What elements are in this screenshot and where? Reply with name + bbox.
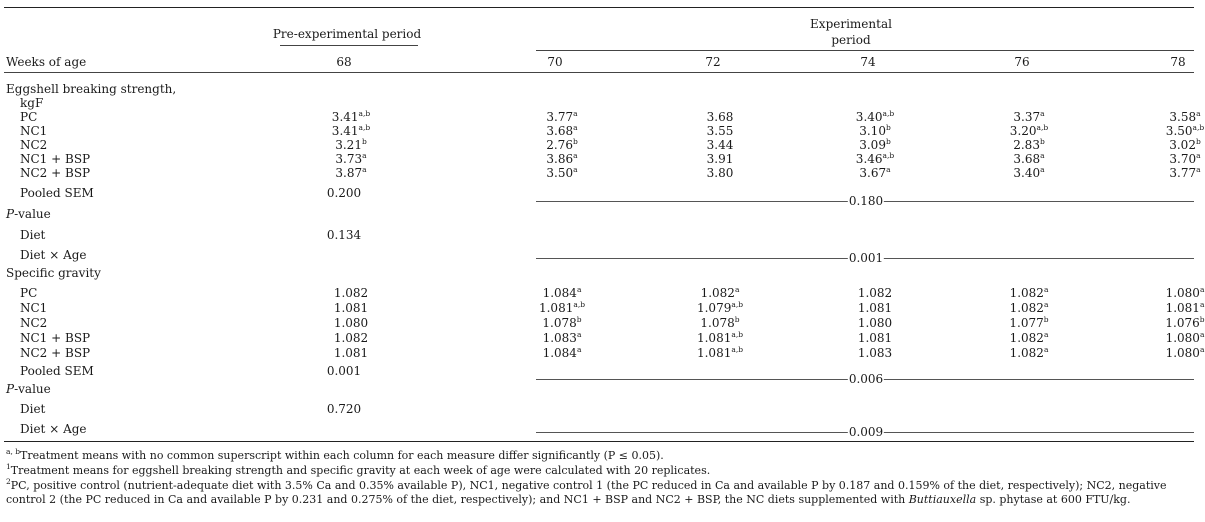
significance-superscript: b [1195, 137, 1201, 146]
table-cell [858, 346, 892, 360]
cell-value: 1.082 [857, 286, 893, 300]
table-cell [546, 124, 577, 138]
significance-superscript: a,b [358, 123, 371, 132]
table-cell [546, 138, 578, 152]
significance-superscript: a [1196, 151, 1201, 160]
table-cell [1166, 331, 1205, 345]
cell-value: 3.10 [859, 124, 886, 138]
cell-value: 2.76 [546, 138, 573, 152]
week-header-72: 72 [705, 55, 721, 69]
table-cell [332, 124, 370, 138]
table-cell [1010, 331, 1049, 345]
table-cell [335, 166, 366, 180]
cell-value: 3.77 [546, 110, 574, 124]
diet-label: Diet [20, 402, 46, 416]
footnote-replicates [6, 464, 710, 477]
cell-value: 1.083 [542, 331, 577, 345]
cell-value: 3.41 [331, 124, 359, 138]
row-label: NC1 [20, 301, 48, 315]
cell-value: 3.91 [706, 152, 734, 166]
significance-superscript: b [572, 137, 578, 146]
cell-value: 3.70 [1169, 152, 1197, 166]
significance-superscript: a [886, 165, 891, 174]
significance-superscript: a [1040, 151, 1045, 160]
cell-value: 1.078 [542, 316, 577, 330]
significance-superscript: a [1040, 165, 1045, 174]
cell-value: 3.67 [859, 166, 887, 180]
week-header-70: 70 [547, 55, 563, 69]
table-cell [546, 110, 577, 124]
cell-value: 1.084 [542, 286, 577, 300]
weeks-label: Weeks of age [6, 55, 87, 69]
pooled-sem-label: Pooled SEM [20, 364, 94, 378]
cell-value: 1.082 [700, 286, 735, 300]
cell-value: 1.080 [1165, 286, 1200, 300]
significance-superscript: a [1199, 300, 1205, 309]
footnote-2-text-line2b: sp. phytase at 600 FTU/kg. [976, 493, 1131, 506]
table-cell [334, 331, 368, 345]
significance-superscript: b [1043, 315, 1049, 324]
table-cell [1010, 346, 1049, 360]
significance-superscript: b [576, 315, 582, 324]
table-cell [858, 331, 892, 345]
footnote-2-marker: 2 [6, 477, 11, 486]
significance-superscript: b [885, 137, 891, 146]
cell-value: 3.20 [1009, 124, 1037, 138]
table-cell [697, 346, 743, 360]
table-cell [707, 152, 734, 166]
week-header-78: 78 [1170, 55, 1186, 69]
pooled-sem-label: Pooled SEM [20, 186, 94, 200]
table-cell [543, 331, 582, 345]
exp-period-underline [536, 50, 1194, 51]
footnote-2-genus: Buttiauxella [908, 493, 977, 506]
table-cell [332, 110, 370, 124]
diet-label: Diet [20, 228, 46, 242]
cell-value: 1.081 [333, 346, 369, 360]
cell-value: 3.55 [706, 124, 734, 138]
pre-period-heading: Pre-experimental period [272, 27, 422, 41]
row-label: NC2 [20, 316, 48, 330]
cell-value: 3.80 [706, 166, 734, 180]
significance-superscript: a [573, 123, 578, 132]
significance-superscript: a [576, 330, 582, 339]
cell-value: 3.68 [546, 124, 574, 138]
diet-p-pre: 0.720 [326, 402, 362, 416]
cell-value: 1.082 [333, 286, 369, 300]
table-cell [334, 316, 368, 330]
table-cell [334, 301, 368, 315]
cell-value: 3.68 [706, 110, 734, 124]
footnote-a-marker: a, b [6, 447, 21, 456]
table-cell [701, 286, 740, 300]
row-label: NC1 [20, 124, 48, 138]
pre-period-underline [280, 45, 418, 46]
row-label: PC [20, 110, 38, 124]
table-cell [697, 331, 743, 345]
significance-superscript: b [1039, 137, 1045, 146]
cell-value: 3.50 [1165, 124, 1193, 138]
significance-superscript: a [1199, 330, 1205, 339]
footnote-1-marker: 1 [6, 462, 11, 471]
significance-superscript: a [573, 151, 578, 160]
significance-superscript: a [1043, 345, 1049, 354]
cell-value: 3.44 [706, 138, 734, 152]
pooled-sem-pre: 0.200 [326, 186, 362, 200]
row-label: PC [20, 286, 38, 300]
cell-value: 1.081 [857, 331, 893, 345]
table-cell [859, 138, 891, 152]
section-title: Specific gravity [6, 266, 101, 280]
significance-superscript: a [1040, 109, 1045, 118]
table-cell [1166, 301, 1205, 315]
cell-value: 1.081 [696, 331, 732, 345]
diet-x-age-p-exp: 0.009 [848, 425, 884, 439]
table-cell [543, 346, 582, 360]
footnote-2-text-line2a: control 2 (the PC reduced in Ca and available P by 0.231 and 0.275% of the diet, respectively); and NC1 + BSP and NC2 + BSP, the NC diets supplemented with [6, 493, 909, 506]
cell-value: 1.082 [333, 331, 369, 345]
week-header-68: 68 [336, 55, 352, 69]
significance-superscript: a,b [731, 330, 744, 339]
row-label: NC1 + BSP [20, 152, 91, 166]
significance-superscript: a [573, 109, 578, 118]
significance-superscript: b [361, 137, 367, 146]
cell-value: 1.080 [333, 316, 369, 330]
cell-value: 1.082 [1009, 286, 1044, 300]
cell-value: 3.02 [1169, 138, 1196, 152]
table-cell [1010, 301, 1049, 315]
table-cell [1169, 152, 1200, 166]
cell-value: 1.082 [1009, 331, 1044, 345]
cell-value: 1.082 [1009, 346, 1044, 360]
table-cell [1013, 110, 1044, 124]
cell-value: 3.73 [335, 152, 363, 166]
table-cell [856, 152, 894, 166]
table-cell [1165, 316, 1204, 330]
cell-value: 1.081 [538, 301, 574, 315]
footnote-treatments-line2 [6, 493, 1130, 506]
significance-superscript: a [1199, 345, 1205, 354]
cell-value: 3.21 [335, 138, 362, 152]
cell-value: 1.077 [1009, 316, 1044, 330]
significance-superscript: a [1043, 300, 1049, 309]
table-cell [1013, 152, 1044, 166]
diet-p-pre: 0.134 [326, 228, 362, 242]
table-cell [1166, 124, 1204, 138]
cell-value: 1.081 [857, 301, 893, 315]
cell-value: 1.079 [696, 301, 732, 315]
exp-period-heading-line2: period [831, 33, 871, 47]
row-label: NC1 + BSP [20, 331, 91, 345]
footnote-2-text-line1: PC, positive control (nutrient-adequate diet with 3.5% Ca and 0.35% available P), NC1, negative control 1 (the PC reduced in Ca and available P by 0.187 and 0.159% of the diet, respectively); NC2, negative [10, 479, 1167, 492]
significance-superscript: a,b [731, 345, 744, 354]
significance-superscript: a [576, 285, 582, 294]
pooled-sem-pre: 0.001 [326, 364, 362, 378]
footnote-a-text: Treatment means with no common superscript within each column for each measure differ significantly (P ≤ 0.05). [20, 449, 664, 462]
table-cell [546, 166, 577, 180]
table-cell [546, 152, 577, 166]
significance-superscript: a [1199, 285, 1205, 294]
cell-value: 3.09 [859, 138, 886, 152]
row-label: NC2 [20, 138, 48, 152]
p-value-label: P-value [6, 382, 51, 396]
table-cell [707, 166, 734, 180]
table-cell [334, 286, 368, 300]
cell-value: 1.081 [333, 301, 369, 315]
table-cell [859, 124, 891, 138]
cell-value: 3.40 [855, 110, 883, 124]
cell-value: 1.080 [1165, 331, 1200, 345]
diet-x-age-p-exp: 0.001 [848, 251, 884, 265]
table-cell [1169, 166, 1200, 180]
significance-superscript: a,b [573, 300, 586, 309]
significance-superscript: b [885, 123, 891, 132]
significance-superscript: a [734, 285, 740, 294]
table-cell [858, 316, 892, 330]
footnote-treatments-line1 [6, 479, 1167, 492]
table-cell [1169, 110, 1200, 124]
significance-superscript: a,b [882, 109, 895, 118]
header-rule [4, 72, 1194, 73]
section-title-unit: kgF [20, 96, 44, 110]
table-cell [707, 138, 734, 152]
table-cell [539, 301, 585, 315]
cell-value: 3.40 [1013, 166, 1041, 180]
footnote-significance [6, 449, 664, 462]
top-rule [4, 7, 1194, 8]
table-cell [697, 301, 743, 315]
cell-value: 3.41 [331, 110, 359, 124]
cell-value: 3.86 [546, 152, 574, 166]
cell-value: 1.081 [1165, 301, 1200, 315]
cell-value: 1.081 [696, 346, 732, 360]
significance-superscript: a [1043, 285, 1049, 294]
significance-superscript: a [1196, 165, 1201, 174]
cell-value: 3.87 [335, 166, 363, 180]
significance-superscript: b [734, 315, 740, 324]
table-cell [1166, 346, 1205, 360]
exp-period-heading-line1: Experimental [810, 17, 892, 31]
diet-x-age-label: Diet × Age [20, 422, 87, 436]
week-header-76: 76 [1014, 55, 1030, 69]
row-label: NC2 + BSP [20, 166, 91, 180]
cell-value: 1.083 [857, 346, 893, 360]
pooled-sem-exp: 0.180 [848, 194, 884, 208]
table-cell [700, 316, 739, 330]
table-cell [1010, 286, 1049, 300]
pooled-sem-exp: 0.006 [848, 372, 884, 386]
table-cell [1013, 166, 1044, 180]
table-cell [334, 346, 368, 360]
week-header-74: 74 [860, 55, 876, 69]
table-cell [858, 301, 892, 315]
table-cell [335, 152, 366, 166]
cell-value: 3.50 [546, 166, 574, 180]
table-cell [335, 138, 367, 152]
table-cell [542, 316, 581, 330]
cell-value: 1.082 [1009, 301, 1044, 315]
table-cell [1009, 316, 1048, 330]
cell-value: 1.080 [857, 316, 893, 330]
p-value-label: P-value [6, 207, 51, 221]
cell-value: 1.078 [700, 316, 735, 330]
cell-value: 1.080 [1165, 346, 1200, 360]
cell-value: 1.076 [1165, 316, 1200, 330]
significance-superscript: a,b [1192, 123, 1205, 132]
section-title: Eggshell breaking strength, [6, 82, 177, 96]
significance-superscript: a,b [731, 300, 744, 309]
significance-superscript: a,b [882, 151, 895, 160]
table-cell [858, 286, 892, 300]
footnote-1-text: Treatment means for eggshell breaking strength and specific gravity at each week of age were calculated with 20 replicates. [10, 464, 711, 477]
significance-superscript: b [1199, 315, 1205, 324]
significance-superscript: a [362, 151, 367, 160]
table-cell [1166, 286, 1205, 300]
cell-value: 3.37 [1013, 110, 1041, 124]
cell-value: 3.77 [1169, 166, 1197, 180]
significance-superscript: a [576, 345, 582, 354]
cell-value: 1.084 [542, 346, 577, 360]
table-cell [707, 124, 734, 138]
cell-value: 3.68 [1013, 152, 1041, 166]
table-cell [859, 166, 890, 180]
significance-superscript: a,b [358, 109, 371, 118]
significance-superscript: a,b [1036, 123, 1049, 132]
cell-value: 2.83 [1013, 138, 1040, 152]
cell-value: 3.46 [855, 152, 883, 166]
table-cell [1169, 138, 1201, 152]
significance-superscript: a [1196, 109, 1201, 118]
table-cell [856, 110, 894, 124]
table-cell [543, 286, 582, 300]
table-cell [1010, 124, 1048, 138]
table-cell [1013, 138, 1045, 152]
bottom-rule [4, 441, 1194, 442]
table-cell [707, 110, 734, 124]
significance-superscript: a [1043, 330, 1049, 339]
significance-superscript: a [362, 165, 367, 174]
row-label: NC2 + BSP [20, 346, 91, 360]
cell-value: 3.58 [1169, 110, 1197, 124]
diet-x-age-label: Diet × Age [20, 248, 87, 262]
significance-superscript: a [573, 165, 578, 174]
